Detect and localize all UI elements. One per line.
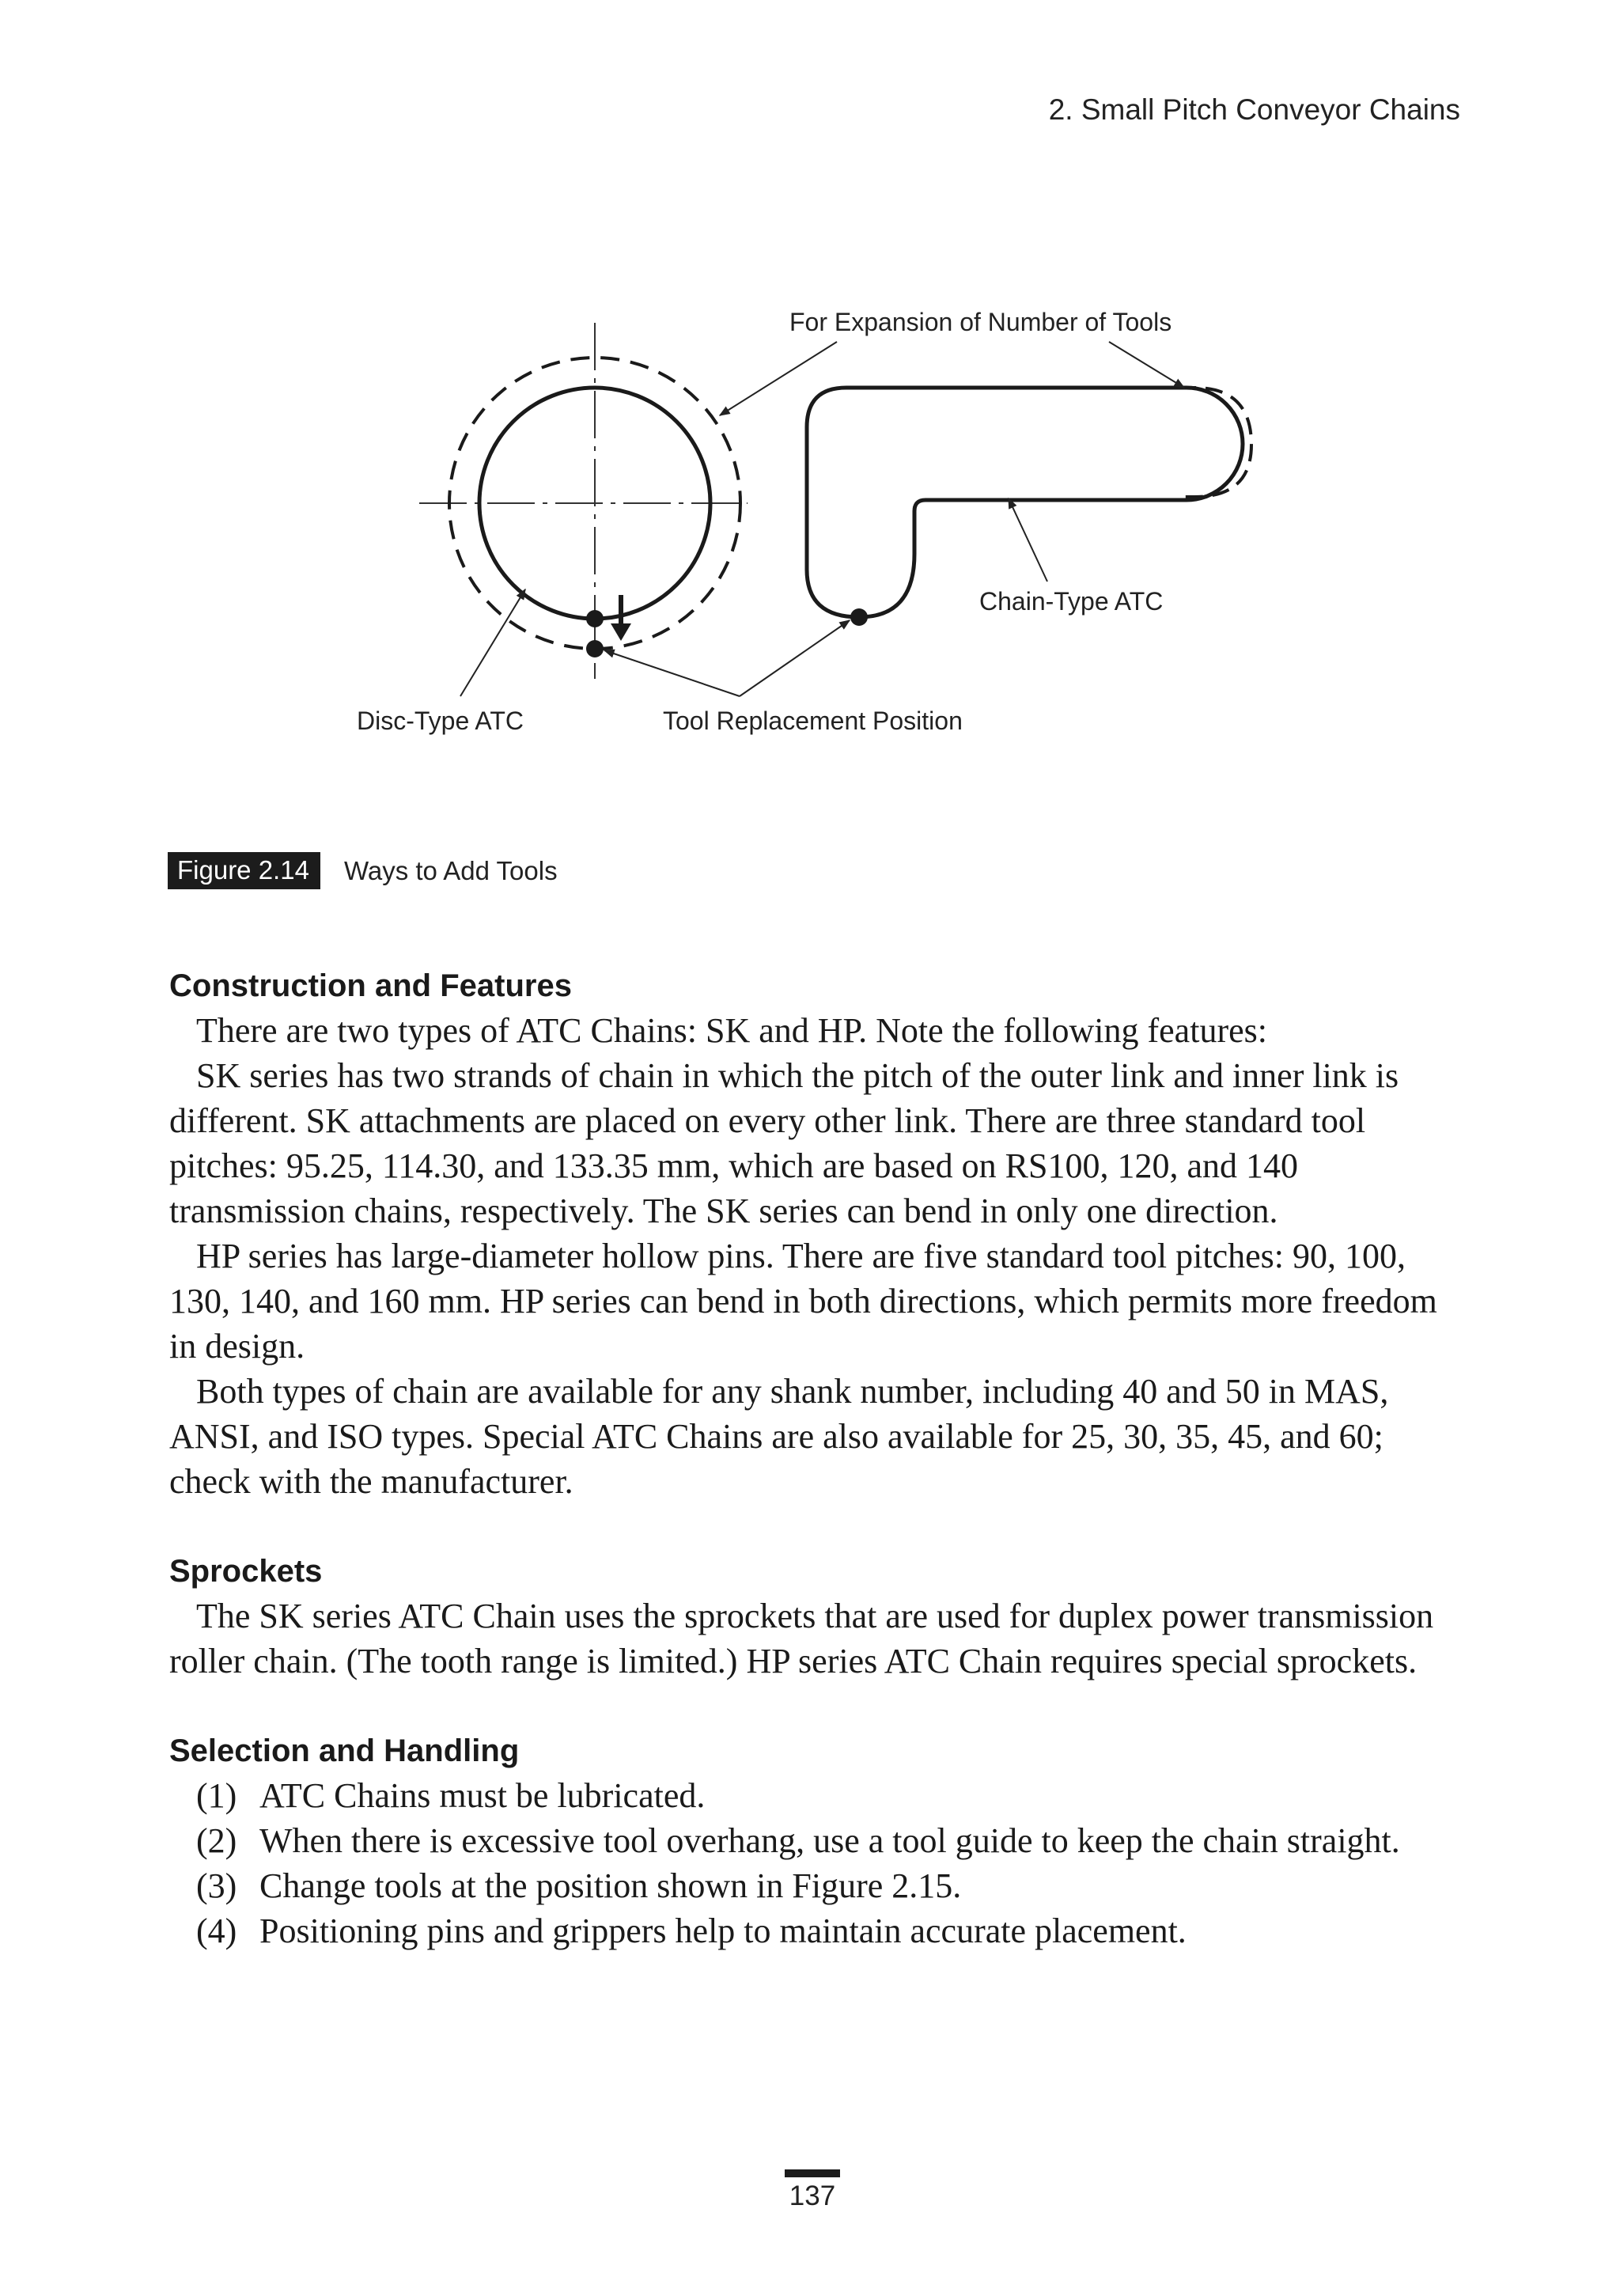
leader-tool-replacement-chain — [740, 620, 850, 696]
label-expansion: For Expansion of Number of Tools — [789, 308, 1172, 336]
leader-expansion-chain — [1109, 342, 1184, 388]
leader-expansion-disc — [720, 342, 837, 415]
label-tool-replacement: Tool Replacement Position — [663, 707, 963, 735]
heading-construction: Construction and Features — [169, 968, 572, 1003]
tool-dot-outer — [586, 640, 604, 657]
label-disc-type: Disc-Type ATC — [357, 707, 524, 735]
list-item: (2) When there is excessive tool overhang, use a tool guide to keep the chain straight. — [196, 1821, 1400, 1860]
figure-title: Ways to Add Tools — [343, 855, 558, 885]
chain-path — [807, 388, 1243, 617]
figure-atc-diagram — [0, 0, 1620, 791]
selection-list — [169, 1773, 1467, 1953]
paragraph-sprockets-1: The SK series ATC Chain uses the sprockets that are used for duplex power transmission roller chain. (The tooth range is limited.) HP series ATC Chain requires special sprockets. — [169, 1597, 1434, 1680]
label-chain-type: Chain-Type ATC — [979, 587, 1164, 616]
page-number-text: 137 — [789, 2180, 836, 2211]
list-item: (4) Positioning pins and grippers help to maintain accurate placement. — [196, 1911, 1187, 1950]
heading-selection: Selection and Handling — [169, 1733, 520, 1768]
replacement-arrow-icon — [611, 623, 631, 641]
body-text — [169, 964, 1467, 1953]
list-item: (1) ATC Chains must be lubricated. — [196, 1776, 706, 1815]
folio-bar — [785, 2169, 840, 2177]
paragraph-construction-3: HP series has large-diameter hollow pins. There are five standard tool pitches: 90, 100, 130, 140, and 160 mm. HP series can bend in both directions, which permits more freedom in design. — [169, 1237, 1437, 1366]
running-head: 2. Small Pitch Conveyor Chains — [1048, 93, 1460, 126]
chain-expansion-path — [1179, 388, 1251, 497]
leader-tool-replacement-disc — [604, 650, 740, 696]
paragraph-construction-1: There are two types of ATC Chains: SK and HP. Note the following features: — [196, 1011, 1267, 1050]
list-item: (3) Change tools at the position shown in Figure 2.15. — [196, 1866, 962, 1905]
chain-tool-dot — [850, 608, 868, 626]
figure-number: Figure 2.14 — [168, 852, 320, 889]
disc-type-atc-drawing — [419, 323, 748, 679]
paragraph-construction-2: SK series has two strands of chain in which the pitch of the outer link and inner link is different. SK attachments are placed on every other link. There are three standard tool pitches: 95.25, 114.30, and 133.35 mm, which are based on RS100, 120, and 140 transmission chains, respectively. The SK series can bend in only one direction. — [169, 1056, 1399, 1230]
tool-dot-inner — [586, 610, 604, 627]
page-number — [785, 2169, 840, 2212]
paragraph-construction-4: Both types of chain are available for any shank number, including 40 and 50 in MAS, ANSI, and ISO types. Special ATC Chains are also available for 25, 30, 35, 45, and 60; check with the manufacturer. — [169, 1372, 1389, 1501]
heading-sprockets: Sprockets — [169, 1554, 323, 1589]
figure-caption — [168, 852, 558, 889]
leader-chain-type — [1009, 498, 1047, 582]
